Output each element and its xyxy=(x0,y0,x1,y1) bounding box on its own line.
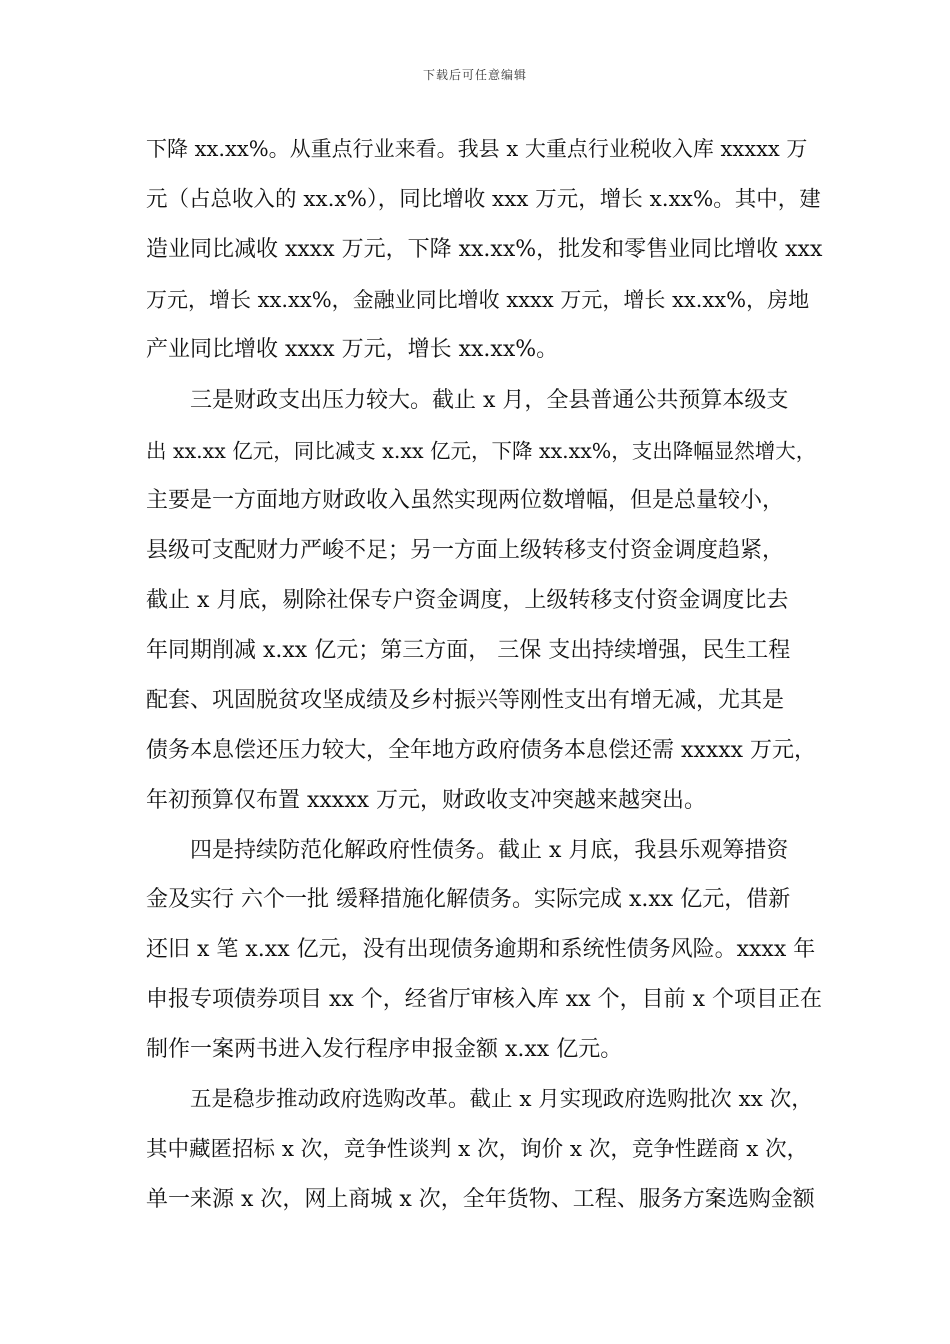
text-line: 年初预算仅布置 xxxxx 万元，财政收支冲突越来越突出。 xyxy=(146,788,707,813)
text-line: 其中藏匿招标 x 次，竞争性谈判 x 次，询价 x 次，竞争性蹉商 x 次， xyxy=(146,1137,809,1162)
text-line: 主要是一方面地方财政收入虽然实现两位数增幅，但是总量较小， xyxy=(146,488,785,513)
text-line: 债务本息偿还压力较大，全年地方政府债务本息偿还需 xxxxx 万元， xyxy=(146,738,817,763)
text-line: 元（占总收入的 xx.x%），同比增收 xxx 万元，增长 x.xx%。其中，建 xyxy=(146,187,821,212)
text-line: 还旧 x 笔 x.xx 亿元，没有出现债务逾期和系统性债务风险。xxxx 年 xyxy=(146,937,816,962)
text-line: 年同期削减 x.xx 亿元；第三方面， 三保 支出持续增强，民生工程 xyxy=(146,638,791,663)
text-line: 五是稳步推动政府选购改革。截止 x 月实现政府选购批次 xx 次， xyxy=(190,1087,813,1112)
text-line: 四是持续防范化解政府性债务。截止 x 月底，我县乐观筹措资 xyxy=(190,838,789,863)
text-line: 三是财政支出压力较大。截止 x 月，全县普通公共预算本级支 xyxy=(190,388,789,413)
text-line: 出 xx.xx 亿元，同比减支 x.xx 亿元，下降 xx.xx%，支出降幅显然增大， xyxy=(146,439,817,463)
text-line: 县级可支配财力严峻不足；另一方面上级转移支付资金调度趋紧， xyxy=(146,538,785,563)
text-line: 截止 x 月底，剔除社保专户资金调度，上级转移支付资金调度比去 xyxy=(146,588,789,613)
text-line: 造业同比减收 xxxx 万元，下降 xx.xx%，批发和零售业同比增收 xxx xyxy=(146,237,823,262)
text-line: 配套、巩固脱贫攻坚成绩及乡村振兴等刚性支出有增无减，尤其是 xyxy=(146,688,785,713)
text-line: 金及实行 六个一批 缓释措施化解债务。实际完成 x.xx 亿元，借新 xyxy=(146,887,791,912)
text-line: 万元，增长 xx.xx%，金融业同比增收 xxxx 万元，增长 xx.xx%，房地 xyxy=(146,288,810,312)
text-line: 产业同比增收 xxxx 万元，增长 xx.xx%。 xyxy=(146,337,559,362)
text-line: 下降 xx.xx%。从重点行业来看。我县 x 大重点行业税收入库 xxxxx 万 xyxy=(146,137,808,161)
text-line: 申报专项债券项目 xx 个，经省厅审核入库 xx 个，目前 x 个项目正在 xyxy=(146,987,822,1012)
text-line: 制作一案两书进入发行程序申报金额 x.xx 亿元。 xyxy=(146,1037,623,1062)
text-line: 单一来源 x 次，网上商城 x 次，全年货物、工程、服务方案选购金额 xyxy=(146,1187,815,1212)
page-header: 下载后可任意编辑 xyxy=(422,68,527,82)
